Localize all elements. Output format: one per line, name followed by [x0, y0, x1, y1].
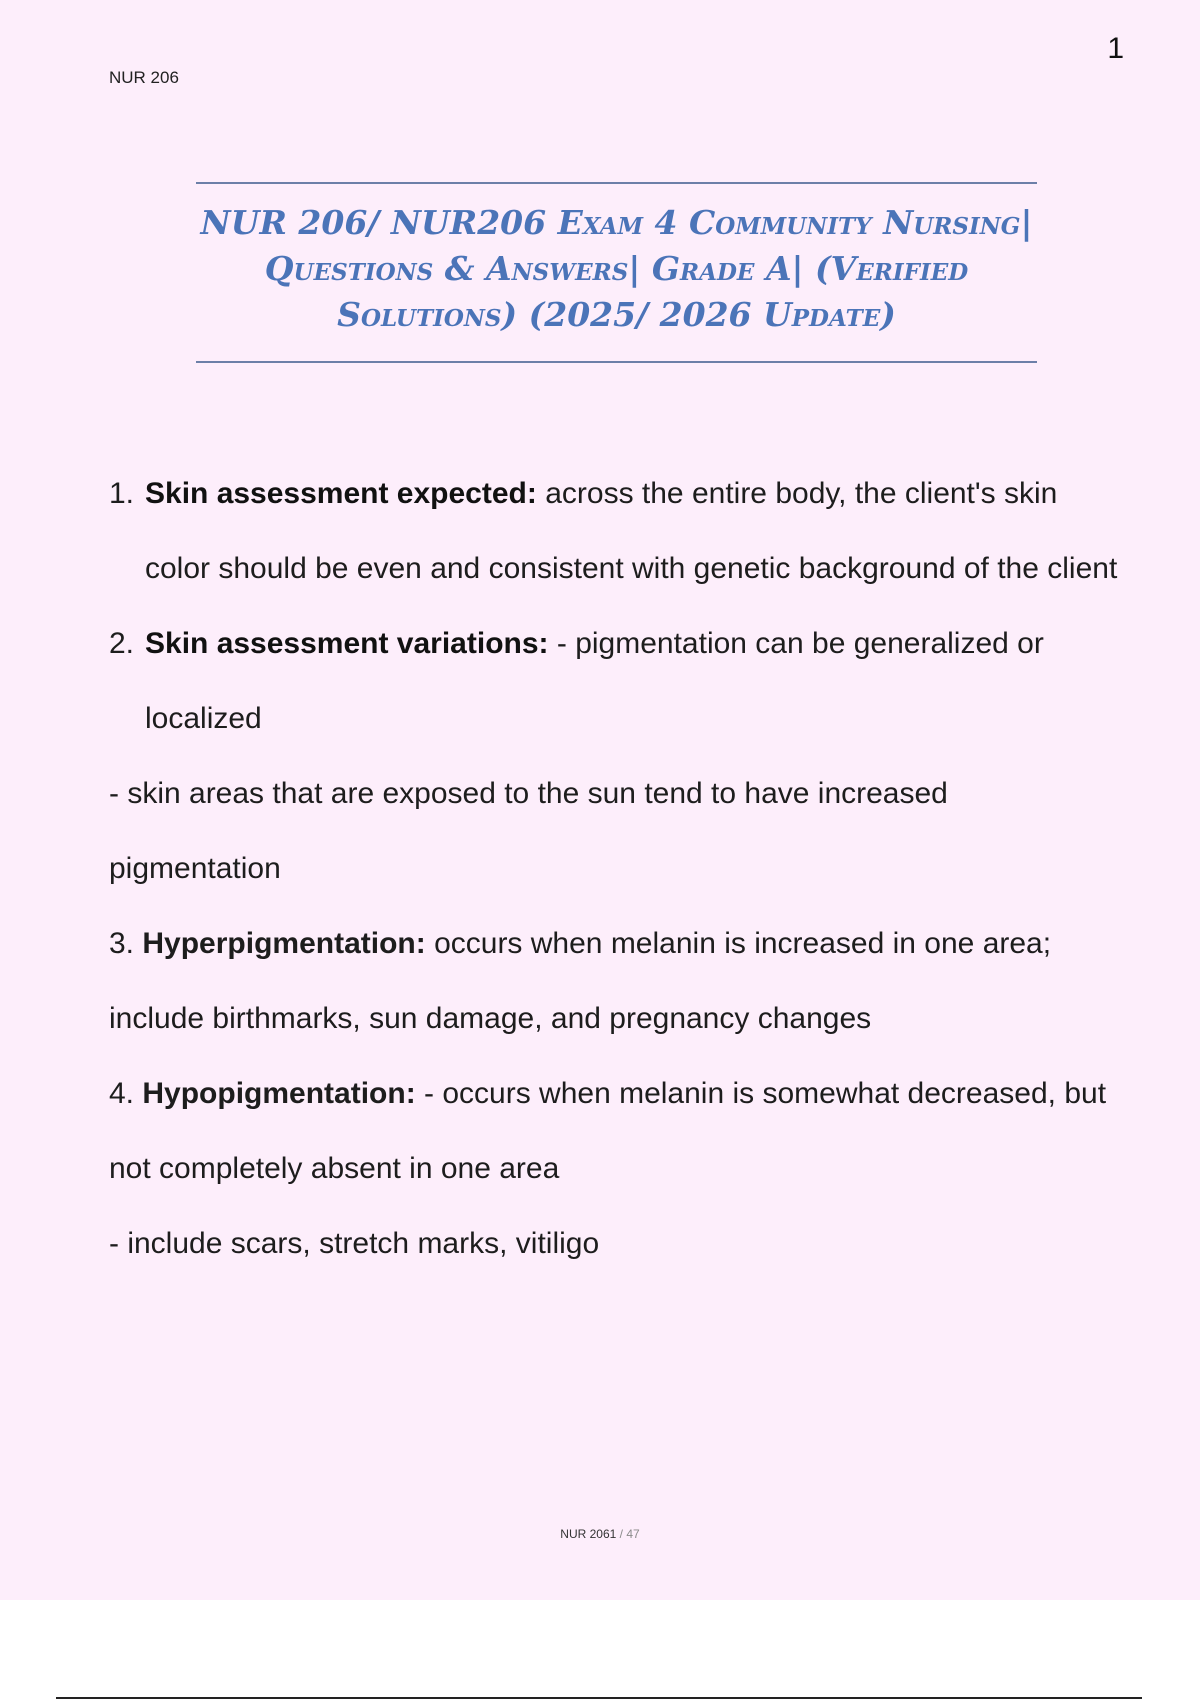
content-body: [109, 456, 1119, 1281]
list-item-continuation: - include scars, stretch marks, vitiligo: [109, 1227, 600, 1260]
document-title: [196, 200, 1037, 338]
item-number: 1.: [109, 477, 135, 510]
page-footer: [0, 1527, 1200, 1541]
page-number: 1: [1107, 32, 1124, 65]
title-line-1: NUR 206/ NUR206 Exam 4 Community Nursing|: [200, 203, 1033, 242]
item-term: Skin assessment variations:: [145, 627, 549, 660]
item-text: occurs when melanin is increased in one area; include birthmarks, sun damage, and pregnancy changes: [109, 927, 1052, 1035]
footer-label: NUR 206: [560, 1527, 610, 1541]
item-term: Hyperpigmentation:: [142, 927, 426, 960]
footer-current-page: 1: [609, 1527, 617, 1541]
item-text: across the entire body, the client's skin color should be even and consistent with genetic background of the client: [145, 477, 1118, 585]
item-term: Hypopigmentation:: [142, 1077, 416, 1110]
list-item: [109, 1056, 1119, 1206]
item-text: - occurs when melanin is somewhat decreased, but not completely absent in one area: [109, 1077, 1107, 1185]
item-term: Skin assessment expected:: [145, 477, 537, 510]
title-line-2: Questions & Answers| Grade A| (Verified: [264, 249, 969, 288]
list-item: [109, 906, 1119, 1056]
list-item: [109, 456, 1119, 606]
title-bottom-rule: [196, 361, 1037, 363]
item-number: 2.: [109, 627, 135, 660]
footer-total-pages: / 47: [616, 1527, 640, 1541]
list-item-continuation: - skin areas that are exposed to the sun tend to have increased pigmentation: [109, 777, 948, 885]
item-number: 3.: [109, 927, 135, 960]
bottom-divider: [56, 1697, 1142, 1699]
item-number: 4.: [109, 1077, 135, 1110]
running-head: NUR 206: [109, 68, 179, 87]
list-item: [109, 606, 1119, 756]
title-top-rule: [196, 182, 1037, 184]
title-line-3: Solutions) (2025/ 2026 Update): [337, 295, 896, 334]
item-text: - pigmentation can be generalized or localized: [145, 627, 1044, 735]
